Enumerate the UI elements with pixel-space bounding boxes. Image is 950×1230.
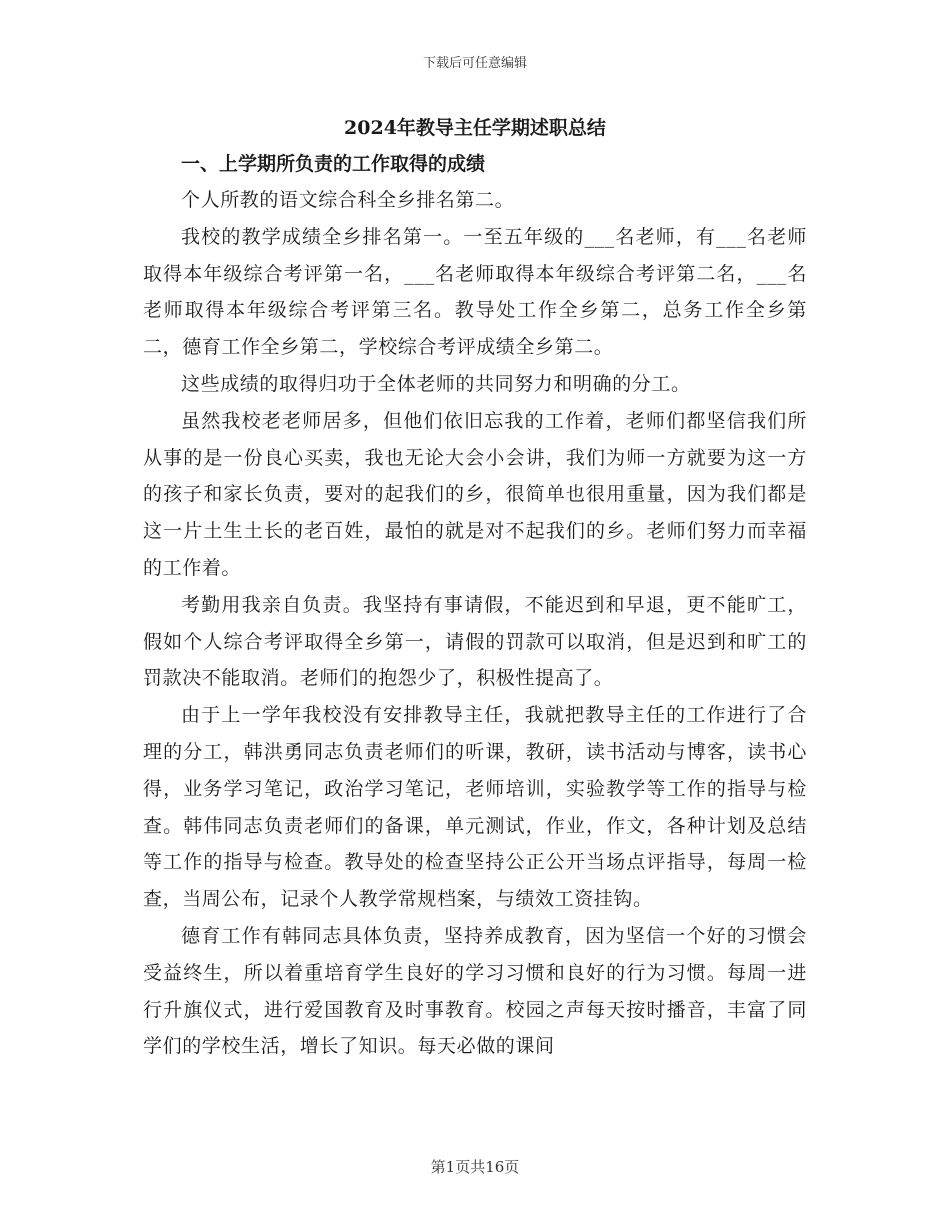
page-header-note: 下载后可任意编辑 [422, 56, 527, 71]
document-title: 2024年教导主任学期述职总结 [344, 117, 606, 139]
paragraph: 个人所教的语文综合科全乡排名第二。 [181, 189, 515, 211]
section-heading: 一、上学期所负责的工作取得的成绩 [181, 153, 486, 175]
document-body [143, 110, 807, 1065]
paragraph: 我校的教学成绩全乡排名第一。一至五年级的___名老师，有___名老师取得本年级综合考评第一名，___名老师取得本年级综合考评第二名，___名老师取得本年级综合考评第三名。教导处工作全乡第二，总务工作全乡第二，德育工作全乡第二，学校综合考评成绩全乡第二。 [143, 225, 807, 359]
paragraph: 这些成绩的取得归功于全体老师的共同努力和明确的分工。 [181, 372, 691, 395]
paragraph: 考勤用我亲自负责。我坚持有事请假，不能迟到和早退，更不能旷工，假如个人综合考评取得全乡第一，请假的罚款可以取消，但是迟到和旷工的罚款决不能取消。老师们的抱怨少了，积极性提高了。 [143, 593, 807, 690]
page-number: 第1页共16页 [430, 1158, 520, 1176]
paragraph: 虽然我校老老师居多，但他们依旧忘我的工作着，老师们都坚信我们所从事的是一份良心买卖，我也无论大会小会讲，我们为师一方就要为这一方的孩子和家长负责，要对的起我们的乡，很简单也很用重量，因为我们都是这一片土生土长的老百姓，最怕的就是对不起我们的乡。老师们努力而幸福的工作着。 [143, 409, 807, 579]
paragraph: 德育工作有韩同志具体负责，坚持养成教育，因为坚信一个好的习惯会受益终生，所以着重培育学生良好的学习习惯和良好的行为习惯。每周一进行升旗仪式，进行爱国教育及时事教育。校园之声每天按时播音，丰富了同学们的学校生活，增长了知识。每天必做的课间 [143, 924, 807, 1058]
paragraph: 由于上一学年我校没有安排教导主任，我就把教导主任的工作进行了合理的分工，韩洪勇同志负责老师们的听课，教研，读书活动与博客，读书心得，业务学习笔记，政治学习笔记，老师培训，实验教学等工作的指导与检查。韩伟同志负责老师们的备课，单元测试，作业，作文，各种计划及总结等工作的指导与检查。教导处的检查坚持公正公开当场点评指导，每周一检查，当周公布，记录个人教学常规档案，与绩效工资挂钩。 [143, 704, 807, 911]
